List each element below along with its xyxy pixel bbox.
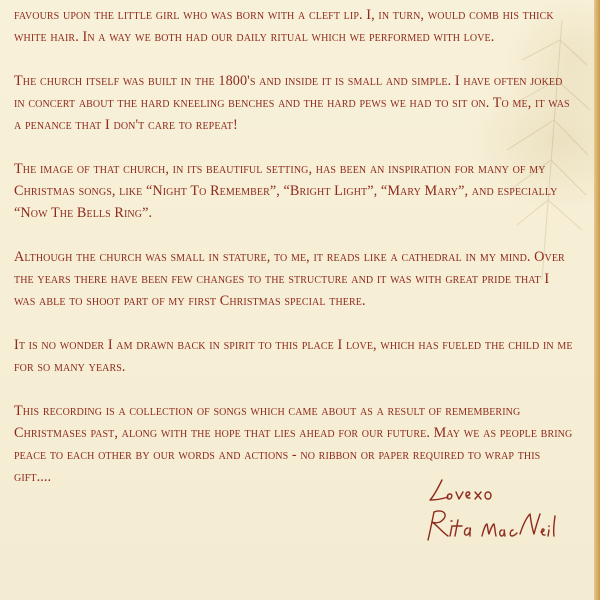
letter-body	[14, 4, 574, 510]
letter-paragraph-6: This recording is a collection of songs which came about as a result of remembering Christmases past, along with the hope that lies ahead for our future. May we as people bring peace to each other by our words and actions - no ribbon or paper required to wrap this gift....	[14, 403, 573, 485]
letter-paragraph-2: The church itself was built in the 1800's and inside it is small and simple. I have often joked in concert about the hard kneeling benches and the hard pews we had to sit on. To me, it was a penance that I don't care to repeat!	[14, 73, 570, 133]
letter-paragraph-1: favours upon the little girl who was born with a cleft lip. I, in turn, would comb his thick white hair. In a way we both had our daily ritual which we performed with love.	[14, 7, 554, 45]
handwritten-signature	[420, 470, 570, 560]
letter-paragraph-3: The image of that church, in its beautiful setting, has been an inspiration for many of my Christmas songs, like “Night To Remember”, “Bright Light”, “Mary Mary”, and especially “Now The Bells Ring”.	[14, 161, 558, 221]
letter-paragraph-5: It is no wonder I am drawn back in spirit to this place I love, which has fueled the child in me for so many years.	[14, 337, 573, 375]
page-edge	[594, 0, 600, 600]
letter-paragraph-4: Although the church was small in stature, to me, it reads like a cathedral in my mind. Over the years there have been few changes to the structure and it was with great pride that I was able to shoot part of my first Christmas special there.	[14, 249, 565, 309]
